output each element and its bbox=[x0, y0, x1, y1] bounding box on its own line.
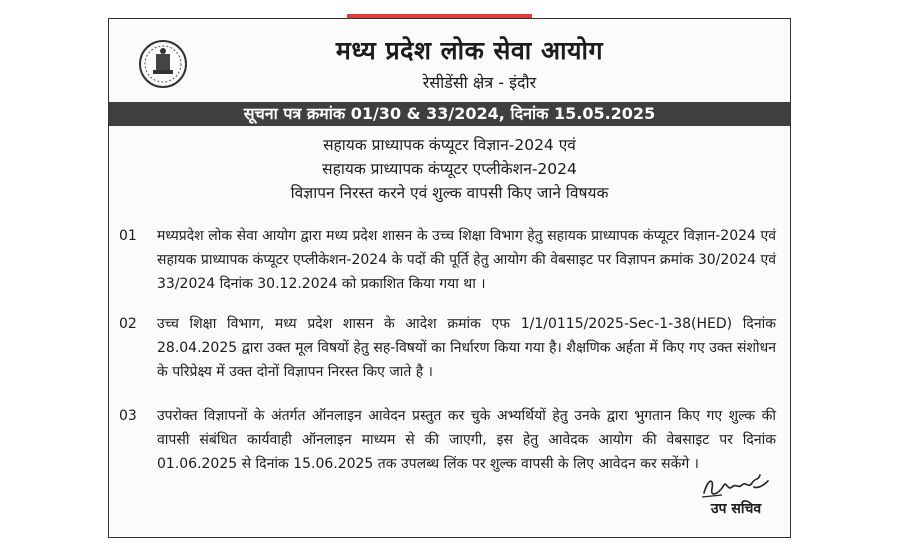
region-line: रेसीडेंसी क्षेत्र - इंदौर bbox=[422, 73, 537, 92]
notice-number-text: सूचना पत्र क्रमांक 01/30 & 33/2024, दिनांक 15.05.2025 bbox=[243, 104, 656, 123]
notice-number-bar bbox=[109, 102, 790, 126]
paragraph-number: 03 bbox=[119, 408, 137, 424]
subject-line-1: सहायक प्राध्यापक कंप्यूटर विज्ञान-2024 एवं bbox=[323, 136, 576, 154]
notice-document bbox=[108, 18, 791, 538]
paragraph-text: मध्यप्रदेश लोक सेवा आयोग द्वारा मध्य प्रदेश शासन के उच्च शिक्षा विभाग हेतु सहायक प्राध्यापक कंप्यूटर विज्ञान-2024 एवं सहायक प्राध्यापक कंप्यूटर एप्लीकेशन-2024 के पदों की पूर्ति हेतु आयोग की वेबसाइट पर विज्ञापन क्रमांक 30/2024 एवं 33/2024 दिनांक 30.12.2024 को प्रकाशित किया गया था । bbox=[157, 228, 776, 292]
signature-block bbox=[696, 471, 776, 523]
subject-line-3: विज्ञापन निरस्त करने एवं शुल्क वापसी किए जाने विषयक bbox=[290, 184, 609, 202]
paragraph-number: 01 bbox=[119, 228, 137, 244]
paragraph-02 bbox=[119, 312, 776, 384]
organization-title: मध्य प्रदेश लोक सेवा आयोग bbox=[335, 36, 604, 65]
subject-block bbox=[109, 133, 790, 205]
paragraph-01 bbox=[119, 224, 776, 296]
paragraph-text: उच्च शिक्षा विभाग, मध्य प्रदेश शासन के आदेश क्रमांक एफ 1/1/0115/2025-Sec-1-38(HED) दिनांक 28.04.2025 द्वारा उक्त मूल विषयों हेतु सह-विषयों का निर्धारण किया गया है। शैक्षणिक अर्हता में किए गए उक्त संशोधन के परिप्रेक्ष्य में उक्त दोनों विज्ञापन निरस्त किए जाते है । bbox=[157, 316, 776, 380]
paragraph-text: उपरोक्त विज्ञापनों के अंतर्गत ऑनलाइन आवेदन प्रस्तुत कर चुके अभ्यर्थियों हेतु उनके द्वारा भुगतान किए गए शुल्क की वापसी संबंधित कार्यवाही ऑनलाइन माध्यम से की जाएगी, इस हेतु आवेदक आयोग की वेबसाइट पर दिनांक 01.06.2025 से दिनांक 15.06.2025 तक उपलब्ध लिंक पर शुल्क वापसी के लिए आवेदन कर सकेंगे । bbox=[157, 408, 776, 472]
paragraph-03 bbox=[119, 404, 776, 476]
paragraph-number: 02 bbox=[119, 316, 137, 332]
subject-line-2: सहायक प्राध्यापक कंप्यूटर एप्लीकेशन-2024 bbox=[322, 160, 577, 178]
signatory-title: उप सचिव bbox=[710, 501, 762, 517]
